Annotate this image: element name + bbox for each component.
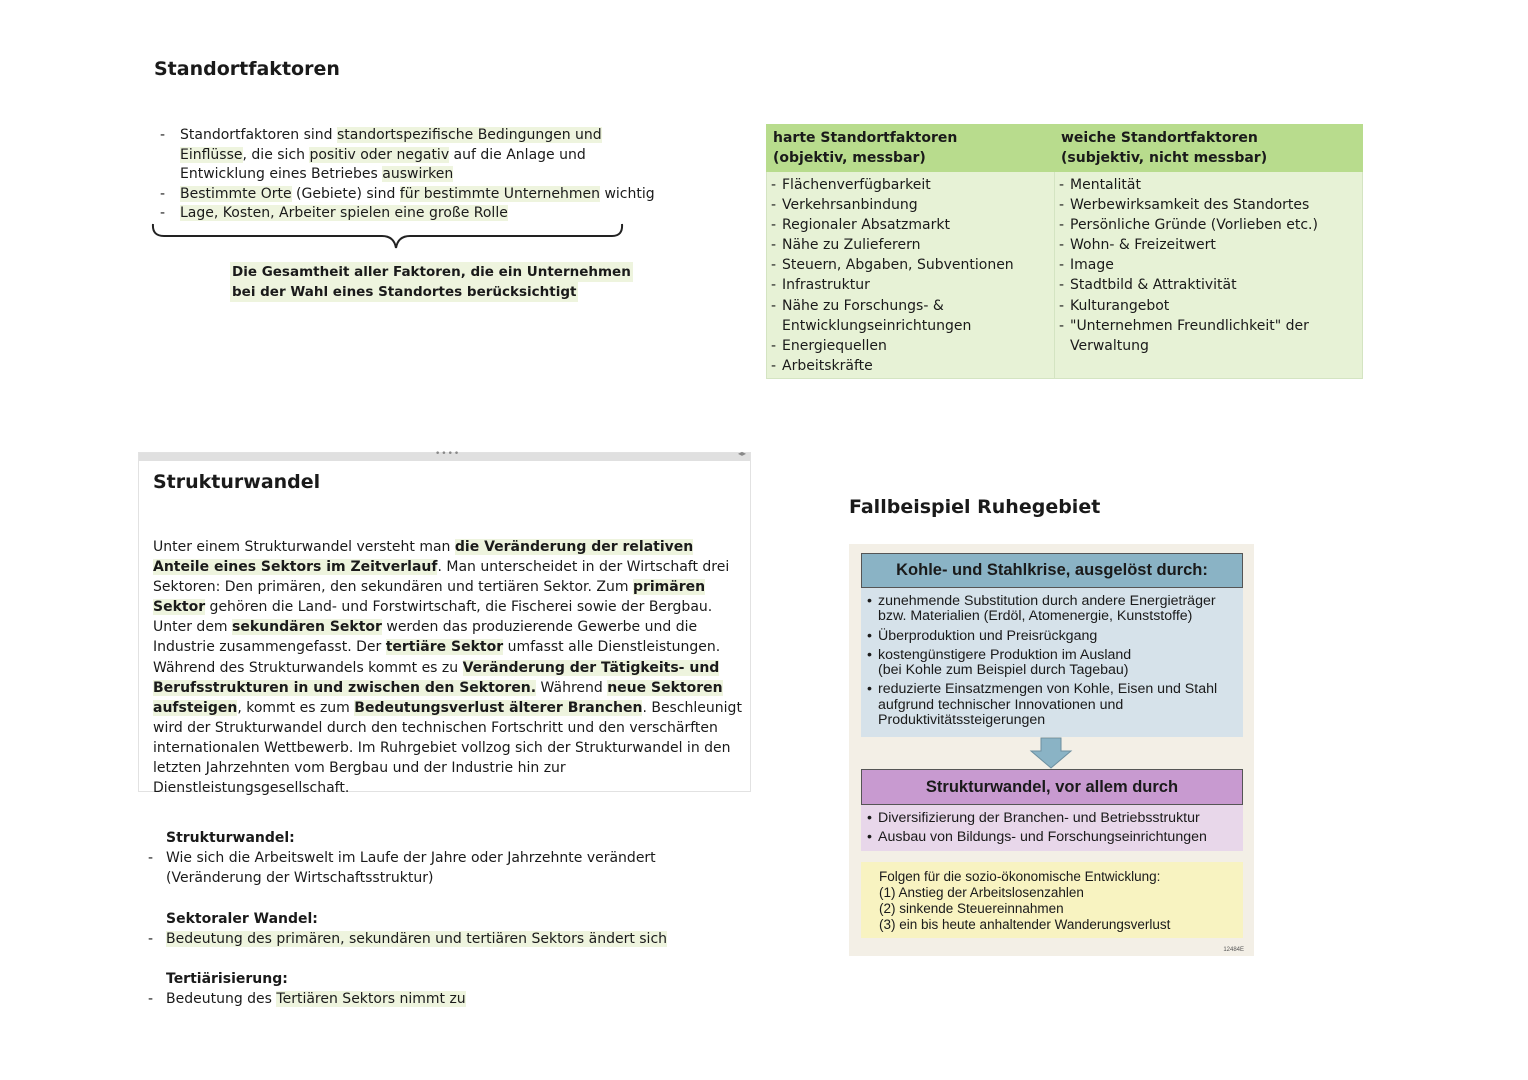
consequences-box bbox=[861, 862, 1243, 938]
strukturwandel-measures-box bbox=[861, 805, 1243, 851]
cause-line: aufgrund technischer Innovationen und bbox=[878, 696, 1124, 713]
soft-factors-header: weiche Standortfaktoren (subjektiv, nicht messbar) bbox=[1055, 125, 1363, 172]
crisis-box-title: Kohle- und Stahlkrise, ausgelöst durch: bbox=[861, 553, 1243, 588]
curly-brace-icon bbox=[150, 222, 626, 252]
soft-factor-item: - Kulturangebot bbox=[1057, 296, 1360, 316]
summary-line-2: bei der Wahl eines Standortes berücksichtigt bbox=[232, 284, 577, 300]
cause-line: reduzierte Einsatzmengen von Kohle, Eisen und Stahl bbox=[878, 681, 1218, 698]
definition-strukturwandel bbox=[148, 828, 708, 888]
text-span: wichtig bbox=[600, 185, 655, 202]
bold-highlight: neue Sektoren aufsteigen bbox=[153, 679, 723, 716]
soft-factor-item: - Persönliche Gründe (Vorlieben etc.) bbox=[1057, 215, 1360, 235]
cause-line: Produktivitätssteigerungen bbox=[878, 712, 1046, 729]
hard-factors-header: harte Standortfaktoren (objektiv, messbar) bbox=[767, 125, 1055, 172]
drag-handle-icon[interactable]: •••• bbox=[435, 449, 461, 459]
crisis-causes-box bbox=[861, 588, 1243, 737]
definition-term: Sektoraler Wandel: bbox=[166, 911, 318, 927]
highlighted-text: auswirken bbox=[382, 166, 454, 182]
hard-factor-item: - Steuern, Abgaben, Subventionen bbox=[769, 255, 1052, 275]
cause-line: Überproduktion und Preisrückgang bbox=[878, 627, 1098, 644]
definition-text: - Wie sich die Arbeitswelt im Laufe der Jahre oder Jahrzehnte verändert bbox=[148, 848, 708, 868]
soft-factor-item: - Wohn- & Freizeitwert bbox=[1057, 235, 1360, 255]
strukturwandel-box-title: Strukturwandel, vor allem durch bbox=[861, 769, 1243, 805]
consequence-item: (2) sinkende Steuereinnahmen bbox=[879, 901, 1064, 916]
soft-factor-item: - Image bbox=[1057, 255, 1360, 275]
text-span: Unter einem Strukturwandel versteht man bbox=[153, 539, 455, 555]
cause-item bbox=[867, 629, 1243, 644]
bold-highlight: Bedeutungsverlust älterer Branchen bbox=[354, 699, 643, 716]
hard-factors-list bbox=[769, 175, 1052, 376]
text-span: Während bbox=[536, 679, 608, 696]
definition-tertiaerisierung bbox=[148, 969, 708, 1009]
down-arrow-icon bbox=[1029, 737, 1073, 769]
hard-factor-item: - Infrastruktur bbox=[769, 275, 1052, 295]
standort-title: Standortfaktoren bbox=[154, 58, 340, 80]
hard-factor-item: - Arbeitskräfte bbox=[769, 356, 1052, 376]
text-span: (Gebiete) sind bbox=[291, 185, 400, 202]
summary-line-1: Die Gesamtheit aller Faktoren, die ein Unternehmen bbox=[232, 264, 631, 280]
ruhrgebiet-figure bbox=[849, 544, 1254, 956]
bold-highlight: primären Sektor bbox=[153, 579, 706, 616]
bullet-item bbox=[158, 204, 658, 224]
fallbeispiel-title: Fallbeispiel Ruhegebiet bbox=[849, 496, 1101, 518]
standortfaktoren-table bbox=[766, 124, 1363, 379]
consequence-item: (3) ein bis heute anhaltender Wanderungsverlust bbox=[879, 917, 1171, 932]
cause-item bbox=[867, 682, 1243, 728]
definition-text: - Bedeutung des Tertiären Sektors nimmt zu bbox=[148, 989, 708, 1009]
text-span: umfasst alle Dienstleistungen. Während des Strukturwandels kommt es zu bbox=[153, 639, 721, 676]
soft-factors-cell bbox=[1055, 172, 1363, 379]
text-span: werden das produzierende Gewerbe und die Industrie zusammengefasst. Der bbox=[153, 619, 698, 656]
cause-item bbox=[867, 594, 1243, 625]
highlighted-text: Lage, Kosten, Arbeiter spielen eine große Rolle bbox=[180, 205, 508, 221]
definition-term: Strukturwandel: bbox=[166, 830, 295, 846]
measures-list bbox=[861, 805, 1243, 846]
text-span: , die sich bbox=[242, 146, 310, 163]
soft-factor-item: - Werbewirksamkeit des Standortes bbox=[1057, 195, 1360, 215]
highlighted-text: für bestimmte Unternehmen bbox=[399, 185, 601, 202]
text-span: . Man unterscheidet in der Wirtschaft drei Sektoren: Den primären, den sekundären und tertiären Sektor. Zum bbox=[153, 559, 730, 596]
highlighted-text: standortspezifische Bedingungen und Einflüsse bbox=[180, 127, 602, 163]
soft-factor-item: - Mentalität bbox=[1057, 175, 1360, 195]
consequence-item: (1) Anstieg der Arbeitslosenzahlen bbox=[879, 885, 1084, 900]
cause-item bbox=[867, 648, 1243, 679]
figure-code: 12484E bbox=[1223, 947, 1244, 953]
cause-line: bzw. Materialien (Erdöl, Atomenergie, Kunststoffe) bbox=[878, 608, 1193, 625]
bold-highlight: tertiäre Sektor bbox=[385, 639, 504, 656]
definition-text-cont: (Veränderung der Wirtschaftsstruktur) bbox=[166, 870, 434, 886]
hard-factor-item: - Nähe zu Forschungs- & Entwicklungseinrichtungen bbox=[769, 296, 1052, 336]
consequences-list bbox=[879, 885, 1243, 933]
text-span: . Beschleunigt wird der Strukturwandel durch den technischen Fortschritt und den verschärften internationalen Wettbewerb. Im Ruhrgebiet vollzog sich der Strukturwandel in den letzten Jahrzehnten vom Bergbau und der Industrie hin zur Dienstleistungsgesellschaft. bbox=[153, 699, 742, 797]
hard-factor-item: - Regionaler Absatzmarkt bbox=[769, 215, 1052, 235]
bold-highlight: die Veränderung der relativen Anteile eines Sektors im Zeitverlauf bbox=[153, 539, 694, 576]
soft-factor-item: - Stadtbild & Attraktivität bbox=[1057, 275, 1360, 295]
hard-factors-cell bbox=[767, 172, 1055, 379]
standort-bullet-list bbox=[158, 126, 658, 224]
consequences-title: Folgen für die sozio-ökonomische Entwicklung: bbox=[879, 869, 1161, 884]
crisis-causes-list bbox=[861, 588, 1243, 728]
hard-factor-item: - Nähe zu Zulieferern bbox=[769, 235, 1052, 255]
textbox-handle-bar[interactable] bbox=[139, 449, 750, 461]
text-span: , kommt es zum bbox=[237, 699, 355, 716]
definition-text: - Bedeutung des primären, sekundären und tertiären Sektors ändert sich bbox=[148, 929, 708, 949]
cause-line: zunehmende Substitution durch andere Energieträger bbox=[878, 593, 1216, 609]
measure-item: • Ausbau von Bildungs- und Forschungseinrichtungen bbox=[867, 828, 1243, 847]
hard-factor-item: - Flächenverfügbarkeit bbox=[769, 175, 1052, 195]
strukturwandel-textbox bbox=[138, 449, 751, 797]
hard-factor-item: - Energiequellen bbox=[769, 336, 1052, 356]
bullet-item bbox=[158, 126, 658, 185]
definition-sektoraler-wandel bbox=[148, 909, 708, 949]
resize-arrows-icon[interactable]: ◂▸ bbox=[737, 449, 746, 458]
strukturwandel-paragraph bbox=[153, 537, 745, 798]
highlighted-text: Bestimmte Orte bbox=[180, 185, 292, 202]
cause-line: (bei Kohle zum Beispiel durch Tagebau) bbox=[878, 662, 1129, 679]
highlighted-text: positiv oder negativ bbox=[309, 146, 450, 163]
bold-highlight: sekundären Sektor bbox=[232, 619, 382, 636]
text-span: Standortfaktoren sind bbox=[180, 127, 337, 143]
definition-term: Tertiärisierung: bbox=[166, 971, 288, 987]
cause-line: kostengünstigere Produktion im Ausland bbox=[878, 646, 1132, 663]
bold-highlight: Veränderung der Tätigkeits- und Berufsstrukturen in und zwischen den Sektoren. bbox=[153, 659, 720, 696]
text-span: auf die Anlage und Entwicklung eines Betriebes bbox=[180, 146, 586, 182]
strukturwandel-title: Strukturwandel bbox=[153, 471, 321, 493]
bullet-item bbox=[158, 185, 658, 205]
hard-factor-item: - Verkehrsanbindung bbox=[769, 195, 1052, 215]
soft-factors-list bbox=[1057, 175, 1360, 356]
text-span: gehören die Land- und Forstwirtschaft, die Fischerei sowie der Bergbau. Unter dem bbox=[153, 599, 713, 636]
measure-item: • Diversifizierung der Branchen- und Betriebsstruktur bbox=[867, 809, 1243, 828]
standort-summary bbox=[230, 262, 633, 302]
soft-factor-item: - "Unternehmen Freundlichkeit" der Verwaltung bbox=[1057, 316, 1360, 356]
